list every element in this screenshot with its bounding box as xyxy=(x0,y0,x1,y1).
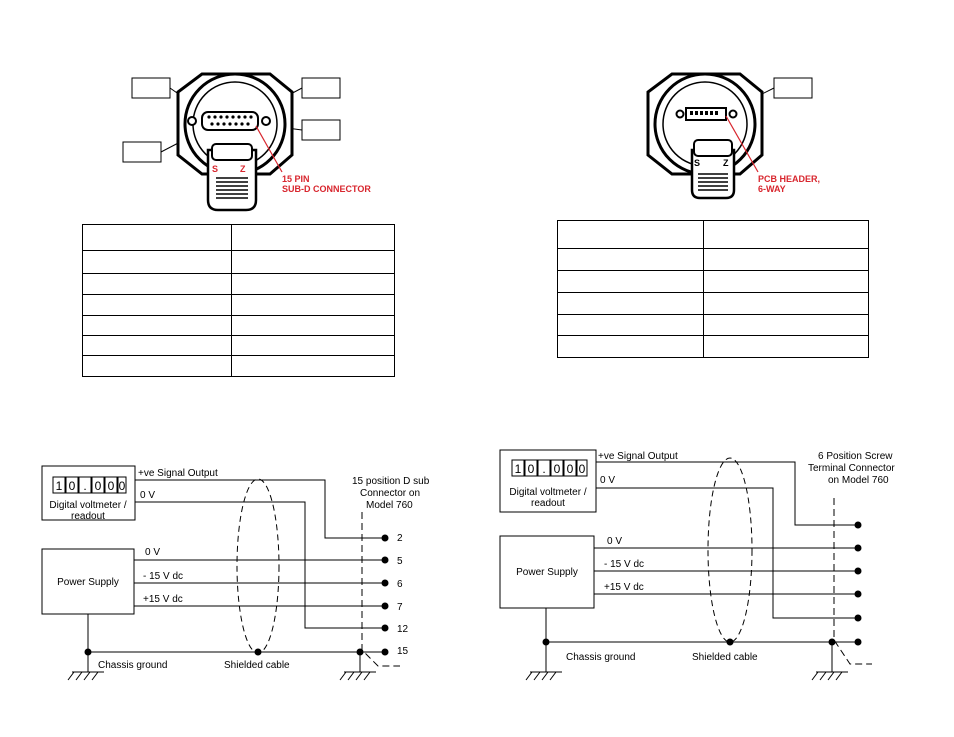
shielded-cable-label: Shielded cable xyxy=(224,660,290,671)
meter-digit: . xyxy=(83,479,87,493)
connector-label: Model 760 xyxy=(366,500,413,511)
meter-label: readout xyxy=(531,498,565,509)
connector-label: 15 position D sub xyxy=(352,476,430,487)
table-row xyxy=(558,293,869,315)
left-connector-annotation-line2: SUB-D CONNECTOR xyxy=(282,184,371,194)
meter-digit: 0 xyxy=(527,462,535,476)
cover-letter-s: S xyxy=(212,164,219,174)
power-supply-label: Power Supply xyxy=(57,577,119,588)
callout-box-top-left xyxy=(132,78,170,98)
connector-label: Connector on xyxy=(360,488,421,499)
pin-number: 6 xyxy=(397,579,403,590)
callout-box-mid-right xyxy=(302,120,340,140)
connector-outline xyxy=(834,498,872,664)
connector-label: on Model 760 xyxy=(828,475,889,486)
cover-letter-s: S xyxy=(694,158,701,168)
shielded-cable xyxy=(237,479,279,653)
meter-digit: 0 xyxy=(578,462,586,476)
shielded-cable xyxy=(708,458,752,642)
meter-display xyxy=(512,460,587,476)
psu-pos-label: +15 V dc xyxy=(604,582,644,593)
pin-number: 5 xyxy=(397,556,403,567)
psu-zero-label: 0 V xyxy=(145,547,161,558)
meter-digit: 0 xyxy=(107,479,115,493)
connector-label: 6 Position Screw xyxy=(818,451,893,462)
meter-digit: 0 xyxy=(566,462,574,476)
meter-digit: 0 xyxy=(553,462,561,476)
psu-neg-label: - 15 V dc xyxy=(604,559,645,570)
meter-digit: . xyxy=(542,462,546,476)
power-supply-label: Power Supply xyxy=(516,567,578,578)
table-row xyxy=(83,225,395,251)
meter-zero-label: 0 V xyxy=(140,490,156,501)
table-row xyxy=(558,336,869,358)
meter-label: readout xyxy=(71,511,105,522)
right-connector-annotation-line2: 6-WAY xyxy=(758,184,786,194)
right-connector-drawing xyxy=(630,70,830,220)
right-connector-annotation-line1: PCB HEADER, xyxy=(758,174,821,184)
table-row xyxy=(83,274,395,295)
shielded-cable-label: Shielded cable xyxy=(692,652,758,663)
psu-pos-label: +15 V dc xyxy=(143,594,183,605)
left-pin-table xyxy=(82,224,395,377)
pin-number: 2 xyxy=(397,533,403,544)
meter-digit: 0 xyxy=(68,479,76,493)
left-connector-annotation-line1: 15 PIN xyxy=(282,174,310,184)
meter-digit: 0 xyxy=(118,479,126,493)
connector-label: Terminal Connector xyxy=(808,463,895,474)
pin-number: 7 xyxy=(397,602,403,613)
signal-output-label: +ve Signal Output xyxy=(138,468,218,479)
ground-symbol xyxy=(340,672,376,680)
psu-neg-label: - 15 V dc xyxy=(143,571,184,582)
callout-box-left xyxy=(123,142,161,162)
table-row xyxy=(83,295,395,316)
cover-letter-z: Z xyxy=(723,158,729,168)
right-wiring-diagram xyxy=(470,440,954,700)
callout-box-right xyxy=(774,78,812,98)
table-row xyxy=(558,249,869,271)
meter-label: Digital voltmeter / xyxy=(49,500,127,511)
pin-number: 15 xyxy=(397,646,409,657)
chassis-ground-label: Chassis ground xyxy=(98,660,168,671)
ground-symbol xyxy=(68,672,104,680)
right-pin-table xyxy=(557,220,869,358)
left-connector-drawing xyxy=(120,70,400,220)
signal-output-label: +ve Signal Output xyxy=(598,451,678,462)
cover-letter-z: Z xyxy=(240,164,246,174)
table-row xyxy=(558,221,869,249)
meter-digit: 0 xyxy=(94,479,102,493)
meter-digit: 1 xyxy=(514,462,522,476)
sub-d-connector xyxy=(202,112,258,130)
table-row xyxy=(558,271,869,293)
psu-zero-label: 0 V xyxy=(607,536,623,547)
meter-digit: 1 xyxy=(55,479,63,493)
meter-label: Digital voltmeter / xyxy=(509,487,587,498)
ground-symbol xyxy=(526,672,562,680)
callout-box-top-right xyxy=(302,78,340,98)
chassis-ground-label: Chassis ground xyxy=(566,652,636,663)
meter-zero-label: 0 V xyxy=(600,475,616,486)
table-row xyxy=(83,336,395,356)
meter-display xyxy=(53,477,126,493)
ground-symbol xyxy=(812,672,848,680)
table-row xyxy=(83,251,395,274)
table-row xyxy=(558,315,869,336)
left-wiring-diagram xyxy=(0,440,470,700)
connector-outline xyxy=(362,512,400,666)
table-row xyxy=(83,316,395,336)
pin-number: 12 xyxy=(397,624,409,635)
table-row xyxy=(83,356,395,377)
